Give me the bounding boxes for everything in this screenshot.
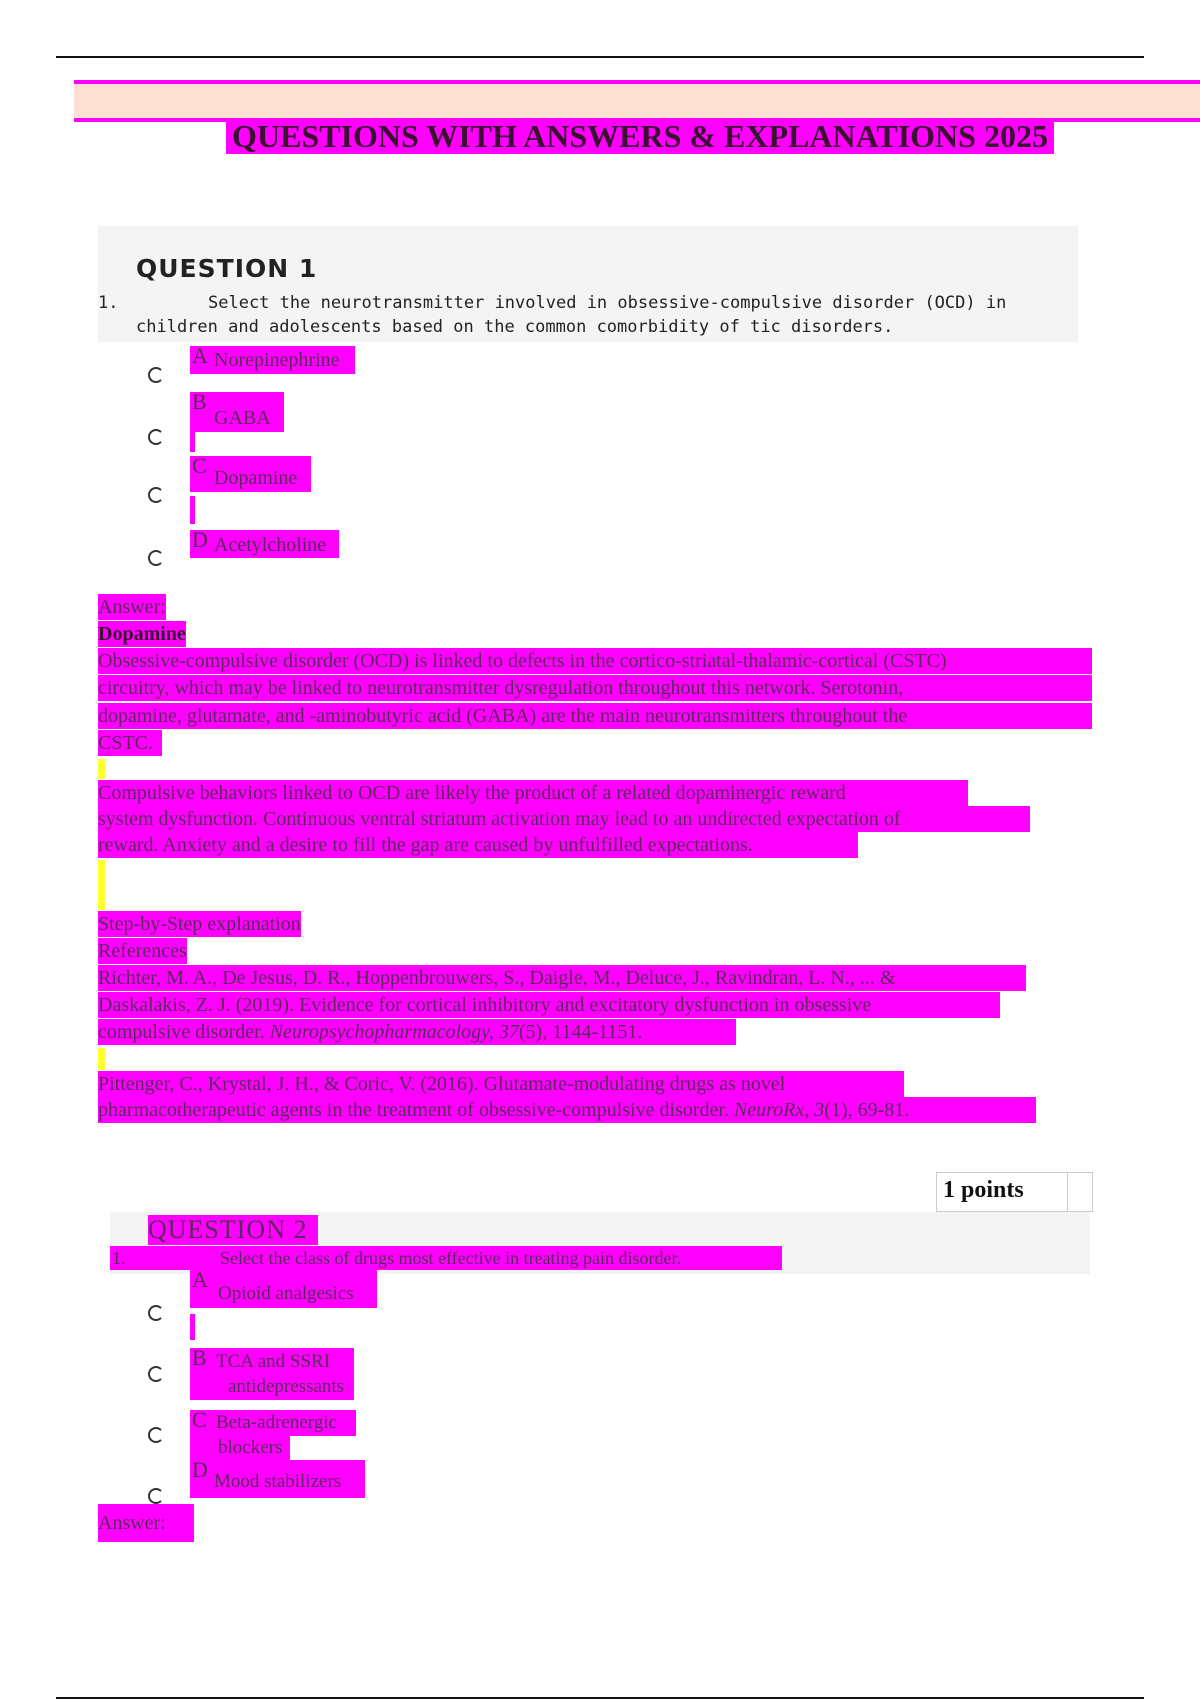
q2-option-a-bar [190, 1314, 195, 1340]
q2-option-b-label-line2: antidepressants [228, 1376, 345, 1397]
explanation-p1-line3: dopamine, glutamate, and -aminobutyric acid (GABA) are the main neurotransmitters throughout the [98, 703, 1092, 729]
option-d-letter: D [192, 527, 208, 552]
step-by-step-label: Step-by-Step explanation [98, 913, 301, 935]
bottom-rule [56, 1697, 1144, 1699]
option-b[interactable] [190, 389, 284, 432]
reference-2-line1: Pittenger, C., Krystal, J. H., & Coric, V. (2016). Glutamate-modulating drugs as novel [98, 1071, 904, 1097]
highlight-marker [98, 860, 105, 910]
q2-option-c-radio[interactable] [148, 1427, 164, 1443]
option-d[interactable] [190, 527, 339, 558]
q2-option-b-letter: B [192, 1345, 207, 1370]
explanation-p2-line1: Compulsive behaviors linked to OCD are likely the product of a related dopaminergic reward [98, 780, 968, 806]
points-value: 1 points [943, 1177, 1024, 1203]
question-1-number: 1. [98, 293, 119, 313]
question-2-prompt-bar [110, 1246, 782, 1270]
option-c[interactable] [190, 453, 311, 492]
top-rule [56, 56, 1144, 58]
option-b-radio[interactable] [148, 429, 164, 445]
explanation-p1-line2: circuitry, which may be linked to neurotransmitter dysregulation throughout this network. Serotonin, [98, 675, 1092, 701]
question-1-heading: QUESTION 1 [136, 254, 318, 283]
q2-option-d[interactable] [190, 1457, 365, 1498]
question-2-heading: QUESTION 2 [148, 1215, 318, 1245]
question-1-prompt-line1: Select the neurotransmitter involved in obsessive-compulsive disorder (OCD) in [208, 293, 1007, 313]
q2-option-a[interactable] [190, 1267, 377, 1308]
q2-option-d-radio[interactable] [148, 1488, 164, 1504]
q2-option-c[interactable] [190, 1407, 356, 1436]
explanation-p2-line3: reward. Anxiety and a desire to fill the gap are caused by unfulfilled expectations. [98, 832, 858, 858]
option-a-radio[interactable] [148, 367, 164, 383]
highlight-marker [98, 1048, 105, 1070]
explanation-p2-line2: system dysfunction. Continuous ventral striatum activation may lead to an undirected expectation of [98, 806, 1030, 832]
q2-option-d-label: Mood stabilizers [214, 1471, 342, 1492]
q2-option-b-radio[interactable] [148, 1366, 164, 1382]
reference-2-line2 [98, 1097, 1036, 1123]
reference-1-line3 [98, 1019, 736, 1045]
option-a[interactable] [190, 343, 355, 374]
reference-1-line3-text: compulsive disorder. [98, 1021, 265, 1043]
reference-1-line1: Richter, M. A., De Jesus, D. R., Hoppenbrouwers, S., Daigle, M., Deluce, J., Ravindran, L. N., ... & [98, 965, 1026, 991]
option-b-label: GABA [214, 407, 271, 429]
q2-option-a-radio[interactable] [148, 1305, 164, 1321]
highlight-marker [98, 759, 105, 779]
explanation-p1-line4: CSTC. [98, 730, 162, 756]
reference-2-line2-text: pharmacotherapeutic agents in the treatment of obsessive-compulsive disorder. [98, 1099, 729, 1121]
answer-label: Answer: [98, 596, 166, 618]
explanation-p1-line1: Obsessive-compulsive disorder (OCD) is linked to defects in the cortico-striatal-thalamic-cortical (CSTC) [98, 648, 1092, 674]
reference-1-citation: (5), 1144-1151. [518, 1021, 643, 1043]
answer-value: Dopamine [98, 623, 186, 645]
q2-option-b[interactable] [190, 1345, 354, 1400]
option-c-label: Dopamine [214, 467, 298, 489]
q2-option-c-label-line2: blockers [218, 1437, 283, 1458]
option-b-letter: B [192, 389, 207, 414]
reference-2-journal: NeuroRx, 3 [733, 1099, 825, 1121]
points-box [936, 1172, 1093, 1212]
question-1-prompt-line2: children and adolescents based on the common comorbidity of tic disorders. [136, 317, 894, 337]
q2-option-c-letter: C [192, 1407, 207, 1432]
references-label: References [98, 940, 187, 962]
option-d-radio[interactable] [148, 550, 164, 566]
points-cell [1067, 1173, 1092, 1211]
option-c-bar [190, 496, 195, 524]
option-a-label: Norepinephrine [214, 349, 340, 371]
option-c-letter: C [192, 453, 207, 478]
option-c-radio[interactable] [148, 487, 164, 503]
reference-1-journal: Neuropsychopharmacology, 37 [269, 1021, 519, 1043]
q2-option-d-letter: D [192, 1457, 208, 1482]
document-title: QUESTIONS WITH ANSWERS & EXPLANATIONS 2025 [226, 118, 1054, 154]
reference-1-line2: Daskalakis, Z. J. (2019). Evidence for cortical inhibitory and excitatory dysfunction in obsessive [98, 992, 1000, 1018]
option-d-label: Acetylcholine [214, 534, 327, 556]
q2-answer-label: Answer: [98, 1504, 194, 1542]
question-2-number: 1. [112, 1248, 126, 1268]
reference-2-citation: (1), 69-81. [824, 1099, 910, 1121]
question-2-prompt: Select the class of drugs most effective in treating pain disorder. [220, 1248, 682, 1268]
option-b-bar [190, 432, 195, 452]
q2-option-c-label-line1: Beta-adrenergic [216, 1412, 337, 1433]
q2-option-b-label-line1: TCA and SSRI [216, 1351, 331, 1372]
q2-option-a-label: Opioid analgesics [218, 1283, 354, 1304]
option-a-letter: A [192, 343, 208, 368]
q2-option-a-letter: A [192, 1267, 208, 1292]
cut-off-title-banner [74, 80, 1200, 122]
